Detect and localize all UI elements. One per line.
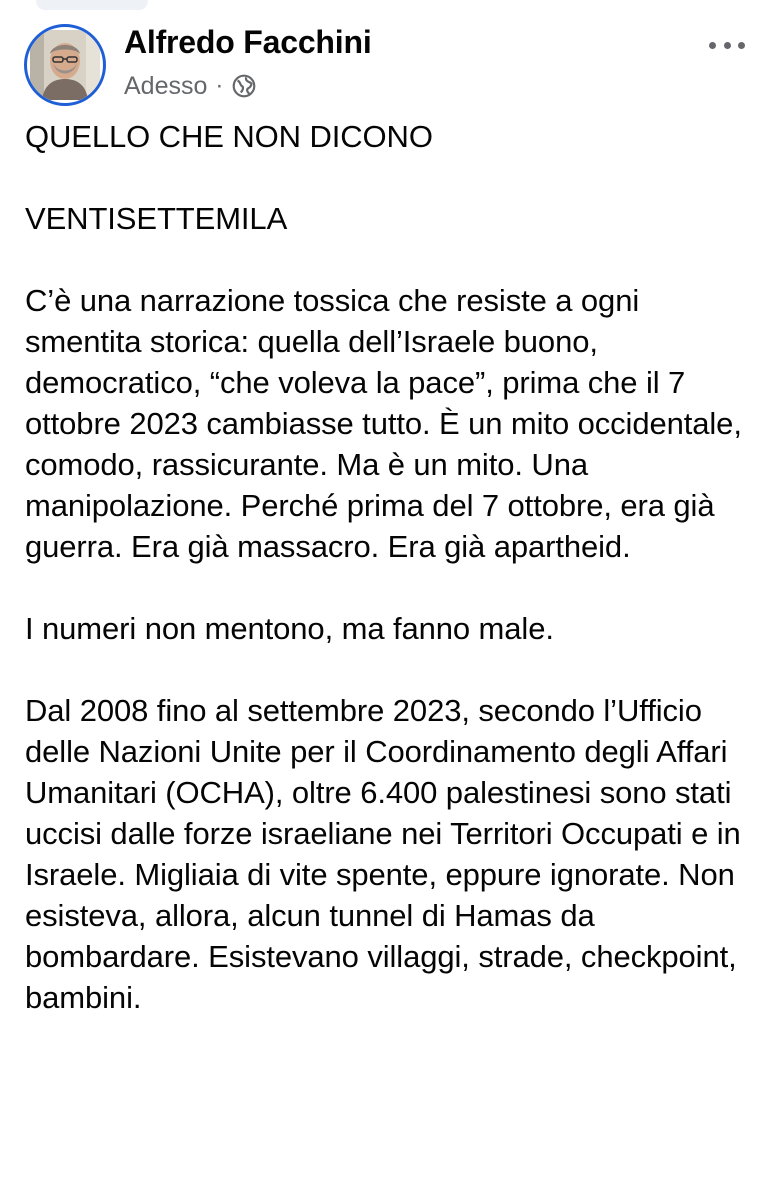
- more-options-icon: [709, 42, 716, 49]
- author-name[interactable]: Alfredo Facchini: [124, 24, 372, 60]
- more-options-button[interactable]: [709, 33, 745, 57]
- post-header: [0, 0, 769, 120]
- globe-icon[interactable]: [231, 73, 257, 99]
- meta-separator: ·: [215, 72, 224, 99]
- post-body: [25, 116, 745, 1018]
- post-time[interactable]: Adesso: [124, 71, 208, 100]
- avatar-photo: [30, 30, 100, 100]
- post-meta: [124, 68, 257, 104]
- post-paragraph: VENTISETTEMILA: [25, 201, 288, 236]
- post-paragraph: I numeri non mentono, ma fanno male.: [25, 611, 554, 646]
- post-paragraph: Dal 2008 fino al settembre 2023, secondo l’Ufficio delle Nazioni Unite per il Coordinamento degli Affari Umanitari (OCHA), oltre 6.400 palestinesi sono stati uccisi dalle forze israeliane nei Territori Occupati e in Israele. Migliaia di vite spente, eppure ignorate. Non esisteva, allora, alcun tunnel di Hamas da bombardare. Esistevano villaggi, strade, checkpoint, bambini.: [25, 693, 741, 1015]
- avatar[interactable]: [24, 24, 106, 106]
- post-paragraph: C’è una narrazione tossica che resiste a ogni smentita storica: quella dell’Israele buono, democratico, “che voleva la pace”, prima che il 7 ottobre 2023 cambiasse tutto. È un mito occidentale, comodo, rassicurante. Ma è un mito. Una manipolazione. Perché prima del 7 ottobre, era già guerra. Era già massacro. Era già apartheid.: [25, 283, 742, 564]
- post-paragraph: QUELLO CHE NON DICONO: [25, 119, 433, 154]
